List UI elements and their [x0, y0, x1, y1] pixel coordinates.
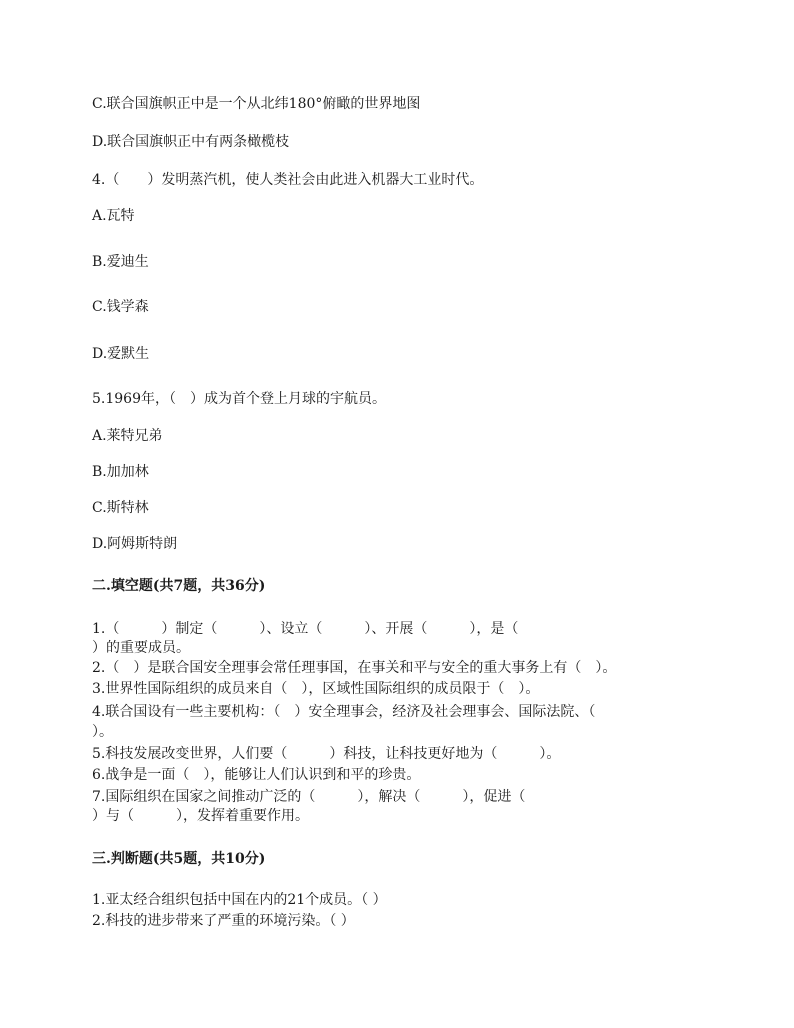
- section-2-heading: 二.填空题(共7题，共36分): [92, 578, 266, 594]
- q5-stem: 5.1969年，（ ）成为首个登上月球的宇航员。: [92, 391, 386, 407]
- fill-item-1-cont: ）的重要成员。: [92, 640, 190, 656]
- fill-item-5: 5.科技发展改变世界，人们要（ ）科技，让科技更好地为（ ）。: [92, 746, 561, 762]
- q3-option-d: D.联合国旗帜正中有两条橄榄枝: [92, 134, 290, 150]
- q4-option-c: C.钱学森: [92, 299, 149, 315]
- q5-option-d: D.阿姆斯特朗: [92, 536, 178, 552]
- q4-stem: 4.（ ）发明蒸汽机，使人类社会由此进入机器大工业时代。: [92, 172, 484, 188]
- fill-item-6: 6.战争是一面（ ），能够让人们认识到和平的珍贵。: [92, 767, 421, 783]
- fill-item-7-cont: ）与（ ），发挥着重要作用。: [92, 808, 309, 824]
- fill-item-7: 7.国际组织在国家之间推动广泛的（ ），解决（ ），促进（: [92, 789, 526, 805]
- fill-item-4-cont: ）。: [92, 724, 113, 740]
- judge-item-1: 1.亚太经合组织包括中国在内的21个成员。（ ）: [92, 892, 387, 908]
- q4-option-d: D.爱默生: [92, 346, 150, 362]
- q5-option-b: B.加加林: [92, 464, 149, 480]
- judge-item-2: 2.科技的进步带来了严重的环境污染。（ ）: [92, 913, 355, 929]
- fill-item-1: 1.（ ）制定（ ）、设立（ ）、开展（ ），是（: [92, 621, 519, 637]
- section-3-heading: 三.判断题(共5题，共10分): [92, 851, 266, 867]
- q5-option-c: C.斯特林: [92, 500, 149, 516]
- fill-item-3: 3.世界性国际组织的成员来自（ ），区域性国际组织的成员限于（ ）。: [92, 681, 540, 697]
- q4-option-a: A.瓦特: [92, 208, 135, 224]
- fill-item-4: 4.联合国设有一些主要机构：（ ）安全理事会，经济及社会理事会、国际法院、（: [92, 704, 596, 720]
- q5-option-a: A.莱特兄弟: [92, 428, 163, 444]
- q3-option-c: C.联合国旗帜正中是一个从北纬180°俯瞰的世界地图: [92, 96, 421, 112]
- fill-item-2: 2.（ ）是联合国安全理事会常任理事国，在事关和平与安全的重大事务上有（ ）。: [92, 660, 617, 676]
- q4-option-b: B.爱迪生: [92, 254, 149, 270]
